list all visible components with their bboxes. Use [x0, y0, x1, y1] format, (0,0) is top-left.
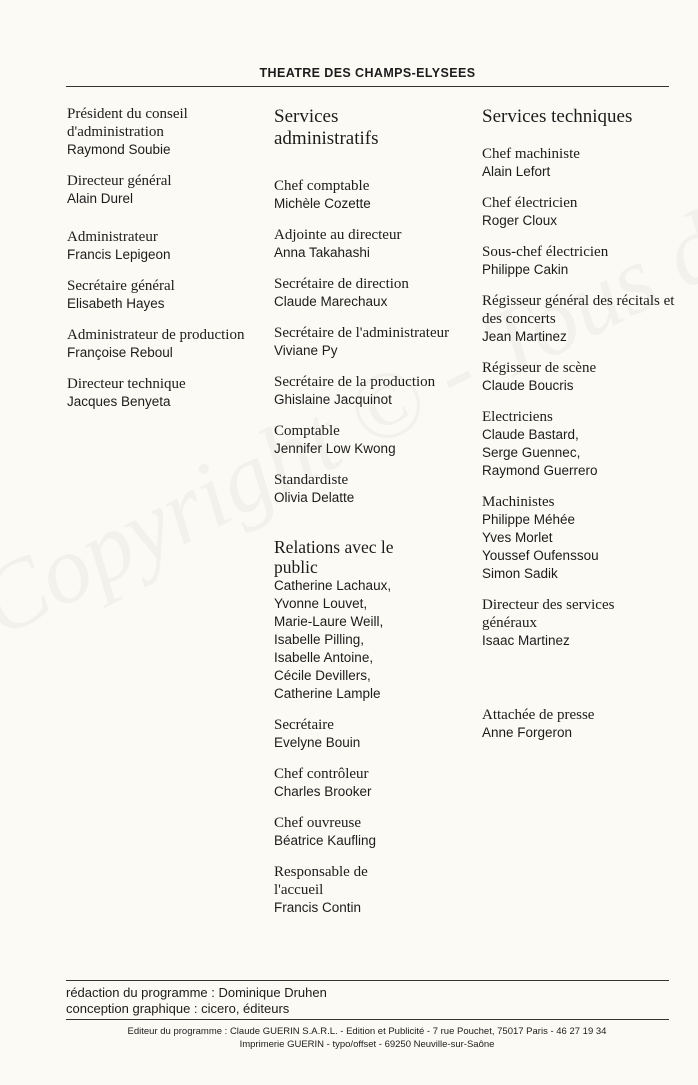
- staff-entry: [67, 326, 257, 362]
- staff-name: Jennifer Low Kwong: [274, 441, 396, 456]
- staff-entry: [482, 706, 694, 742]
- footer-rule-bottom: [66, 1019, 669, 1020]
- role-title: Directeur technique: [67, 376, 186, 392]
- staff-name: Simon Sadik: [482, 566, 558, 581]
- staff-entry: [67, 375, 257, 411]
- role-title: Sous-chef électricien: [482, 244, 609, 260]
- staff-name: Isabelle Antoine,: [274, 650, 374, 665]
- role-title: Standardiste: [274, 472, 349, 488]
- role-title: Comptable: [274, 423, 340, 439]
- staff-name: Claude Boucris: [482, 378, 574, 393]
- role-title: Régisseur de scène: [482, 360, 597, 376]
- staff-name: Elisabeth Hayes: [67, 296, 165, 311]
- staff-name: Michèle Cozette: [274, 196, 371, 211]
- staff-entry: [482, 145, 694, 181]
- staff-entry: [274, 716, 469, 752]
- role-title-text: Secrétaire de l'administrateur: [274, 325, 450, 341]
- staff-name: Olivia Delatte: [274, 490, 355, 505]
- credits-redaction: rédaction du programme : Dominique Druhen: [66, 985, 327, 1000]
- page-title: THEATRE DES CHAMPS-ELYSEES: [259, 66, 476, 80]
- staff-entry: [274, 471, 469, 507]
- role-title: Chef comptable: [274, 178, 370, 194]
- staff-entry: [274, 275, 469, 311]
- role-title: Secrétaire général: [67, 278, 175, 294]
- staff-name: Isaac Martinez: [482, 633, 570, 648]
- staff-name: Viviane Py: [274, 343, 338, 358]
- staff-entry: [274, 765, 469, 801]
- column-services-techniques: [482, 105, 694, 755]
- footer-rule-top: [66, 980, 669, 981]
- relations-group: [274, 537, 469, 703]
- staff-entry: [274, 226, 469, 262]
- staff-entry: [482, 194, 694, 230]
- role-title: Chef machiniste: [482, 146, 580, 162]
- section-title: Relations avec le public: [274, 537, 394, 577]
- staff-entry: [274, 863, 469, 917]
- staff-name: Yves Morlet: [482, 530, 553, 545]
- role-title: Chef contrôleur: [274, 766, 369, 782]
- staff-name: Françoise Reboul: [67, 345, 173, 360]
- staff-name: Catherine Lample: [274, 686, 381, 701]
- role-title: Secrétaire de la production: [274, 374, 436, 390]
- column-direction: [67, 105, 257, 424]
- staff-name: Philippe Méhée: [482, 512, 576, 527]
- section-title: Services administratifs: [274, 106, 379, 149]
- staff-entry: [67, 228, 257, 264]
- staff-name: Youssef Oufenssou: [482, 548, 599, 563]
- staff-name: Jean Martinez: [482, 329, 567, 344]
- staff-name: Philippe Cakin: [482, 262, 569, 277]
- role-title: Régisseur général des récitals et des concerts: [482, 293, 675, 327]
- column-services-administratifs: [274, 105, 469, 930]
- staff-entry: [274, 814, 469, 850]
- staff-name: Anne Forgeron: [482, 725, 573, 740]
- staff-entry: [482, 408, 694, 480]
- staff-name: Alain Durel: [67, 191, 134, 206]
- role-title: Machinistes: [482, 494, 555, 510]
- credits-conception: conception graphique : cicero, éditeurs: [66, 1001, 290, 1016]
- role-title: Electriciens: [482, 409, 553, 425]
- staff-name: Serge Guennec,: [482, 445, 581, 460]
- staff-name: Cécile Devillers,: [274, 668, 371, 683]
- staff-entry: [482, 359, 694, 395]
- role-title: Secrétaire: [274, 717, 334, 733]
- staff-name: Roger Cloux: [482, 213, 558, 228]
- header-rule: [66, 86, 669, 87]
- staff-entry: [482, 243, 694, 279]
- role-title: Directeur des services généraux: [482, 597, 615, 631]
- role-title: Administrateur: [67, 229, 158, 245]
- role-title: Secrétaire de direction: [274, 276, 409, 292]
- role-title: Président du conseil d'administration: [67, 106, 188, 140]
- staff-entry: [274, 373, 469, 409]
- staff-name: Ghislaine Jacquinot: [274, 392, 392, 407]
- role-title: Attachée de presse: [482, 707, 595, 723]
- staff-name: Béatrice Kaufling: [274, 833, 377, 848]
- staff-name: Alain Lefort: [482, 164, 551, 179]
- staff-name: Raymond Soubie: [67, 142, 171, 157]
- staff-entry: [274, 324, 469, 360]
- staff-entry: [67, 277, 257, 313]
- staff-name: Raymond Guerrero: [482, 463, 598, 478]
- role-title: Administrateur de production: [67, 327, 245, 343]
- role-title: Responsable de l'accueil: [274, 864, 368, 898]
- staff-name: Claude Bastard,: [482, 427, 579, 442]
- role-title: Adjointe au directeur: [274, 227, 402, 243]
- staff-name: Francis Lepigeon: [67, 247, 171, 262]
- section-title: Services techniques: [482, 106, 633, 127]
- staff-name: Catherine Lachaux,: [274, 578, 392, 593]
- role-title: Directeur général: [67, 173, 172, 189]
- imprint-printer: Imprimerie GUERIN - typo/offset - 69250 Neuville-sur-Saône: [239, 1039, 495, 1050]
- staff-entry: [274, 422, 469, 458]
- staff-name: Yvonne Louvet,: [274, 596, 368, 611]
- staff-name: Charles Brooker: [274, 784, 372, 799]
- staff-name: Claude Marechaux: [274, 294, 388, 309]
- staff-name: Anna Takahashi: [274, 245, 370, 260]
- staff-name: Isabelle Pilling,: [274, 632, 365, 647]
- imprint-editor: Editeur du programme : Claude GUERIN S.A.R.L. - Edition et Publicité - 7 rue Pouchet, 75017 Paris - 46 27 19 34: [127, 1026, 607, 1037]
- staff-name: Jacques Benyeta: [67, 394, 171, 409]
- role-title: Chef ouvreuse: [274, 815, 362, 831]
- staff-entry: [482, 292, 694, 346]
- staff-name: Marie-Laure Weill,: [274, 614, 384, 629]
- role-title: Chef électricien: [482, 195, 578, 211]
- staff-name: Francis Contin: [274, 900, 362, 915]
- staff-name: Evelyne Bouin: [274, 735, 361, 750]
- staff-entry: [67, 105, 257, 159]
- staff-entry: [482, 596, 694, 650]
- staff-entry: [67, 172, 257, 208]
- staff-entry: [482, 493, 694, 583]
- staff-entry: [274, 177, 469, 213]
- role-title: [274, 324, 464, 360]
